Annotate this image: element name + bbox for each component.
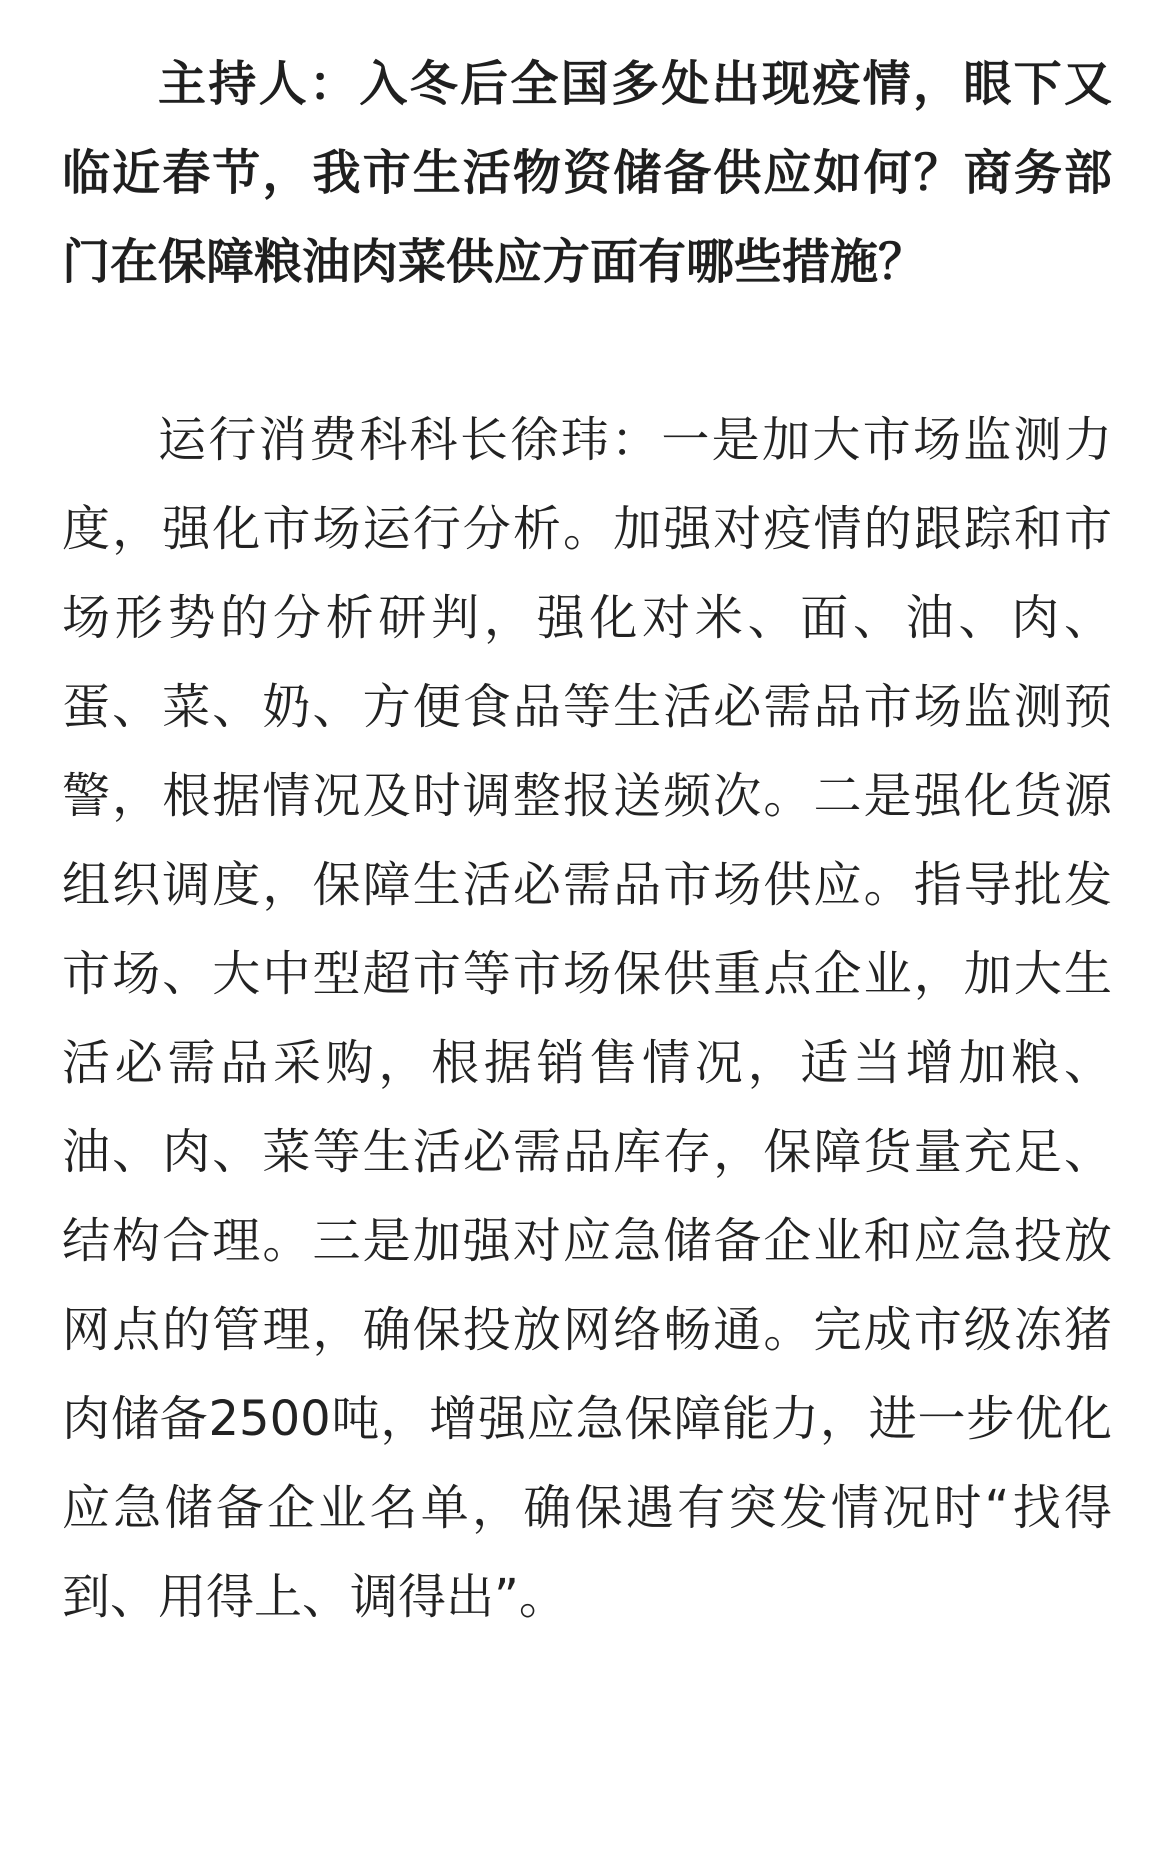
host-question-paragraph: 主持人：入冬后全国多处出现疫情，眼下又临近春节，我市生活物资储备供应如何？商务部门在保障粮油肉菜供应方面有哪些措施？ (62, 56, 1112, 290)
answer-paragraph: 运行消费科科长徐玮：一是加大市场监测力度，强化市场运行分析。加强对疫情的跟踪和市场形势的分析研判，强化对米、面、油、肉、蛋、菜、奶、方便食品等生活必需品市场监测预警，根据情况及时调整报送频次。二是强化货源组织调度，保障生活必需品市场供应。指导批发市场、大中型超市等市场保供重点企业，加大生活必需品采购，根据销售情况，适当增加粮、油、肉、菜等生活必需品库存，保障货量充足、结构合理。三是加强对应急储备企业和应急投放网点的管理，确保投放网络畅通。完成市级冻猪肉储备2500吨，增强应急保障能力，进一步优化应急储备企业名单，确保遇有突发情况时“找得到、用得上、调得出”。 (62, 412, 1112, 1625)
paragraph-spacer (62, 307, 1112, 396)
article-body (62, 40, 1112, 1642)
